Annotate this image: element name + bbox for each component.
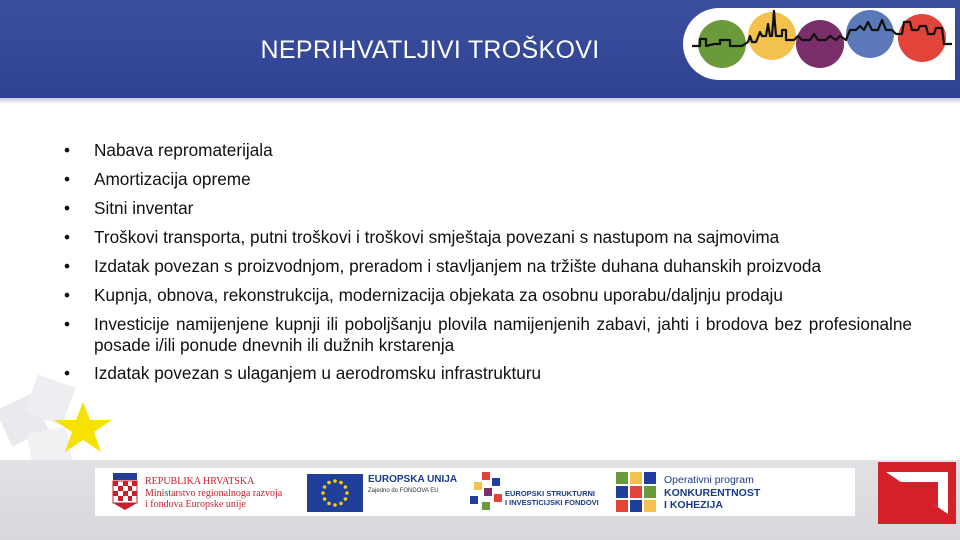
header-divider — [0, 98, 960, 104]
op-line-2-text: KONKURENTNOST — [664, 486, 761, 499]
esi-funds-line-2: I INVESTICIJSKI FONDOVI — [505, 498, 599, 507]
eu-flag-icon — [307, 474, 363, 512]
star-icon — [52, 402, 114, 454]
esi-funds-logo-icon — [470, 472, 504, 512]
list-item — [64, 256, 912, 277]
esi-funds-line-1: EUROPSKI STRUKTURNI — [505, 489, 596, 498]
list-item-text: Nabava repromaterijala — [94, 140, 273, 160]
croatia-coat-of-arms-icon — [112, 473, 138, 511]
op-line-3 — [664, 499, 760, 512]
bullet-symbol: • — [64, 363, 71, 384]
eu-sublabel: Zajedno do FONDOVA EU — [368, 488, 439, 494]
slide-title: NEPRIHVATLJIVI TROŠKOVI — [260, 36, 600, 64]
bullet-symbol: • — [64, 313, 71, 334]
bullet-symbol: • — [64, 197, 71, 218]
list-item-text: Izdatak povezan s ulaganjem u aerodromsku infrastrukturu — [94, 363, 542, 384]
eu-label: EUROPSKA UNIJA — [368, 474, 458, 485]
list-item — [64, 169, 912, 190]
list-item — [64, 227, 912, 248]
bullet-symbol: • — [64, 168, 71, 189]
list-item-text: Amortizacija opreme — [94, 168, 251, 189]
op-line-3-text: I KOHEZIJA — [664, 499, 723, 511]
list-item — [64, 314, 912, 355]
croatia-ministry-label — [145, 476, 282, 511]
ministry-line-3: i fondova Europske unije — [145, 499, 246, 510]
bullet-symbol: • — [64, 255, 71, 276]
ministry-line-2: Ministarstvo regionalnoga razvoja — [145, 487, 283, 499]
list-item — [64, 363, 912, 384]
esi-funds-label — [505, 489, 599, 507]
list-item-text: Sitni inventar — [94, 197, 194, 218]
list-item-text: Investicije namijenjene kupnji ili poboljšanju plovila namijenjenih zabavi, jahti i brodova bez profesionalne posade i/ili ponude dnevnih ili dužnih krstarenja — [94, 313, 912, 355]
list-item — [64, 140, 912, 161]
bullet-symbol: • — [64, 226, 71, 247]
list-item — [64, 198, 912, 219]
list-item — [64, 285, 912, 306]
skyline-logo-icon — [690, 6, 955, 72]
op-label — [664, 474, 760, 512]
bullet-list — [64, 140, 912, 392]
list-item-text: Troškovi transporta, putni troškovi i troškovi smještaja povezani s nastupom na sajmovima — [94, 226, 780, 247]
op-line-2 — [664, 487, 760, 500]
op-line-1: Operativni program — [664, 474, 754, 486]
cohesion-corner-logo-icon — [878, 462, 956, 524]
bullet-symbol: • — [64, 284, 71, 305]
ministry-line-1: REPUBLIKA HRVATSKA — [145, 476, 255, 487]
bullet-symbol: • — [64, 140, 71, 160]
op-logo-icon — [616, 472, 658, 514]
list-item-text: Kupnja, obnova, rekonstrukcija, modernizacija objekata za osobnu uporabu/daljnju prodaju — [94, 284, 783, 305]
list-item-text: Izdatak povezan s proizvodnjom, preradom i stavljanjem na tržište duhana duhanskih proizvoda — [94, 255, 822, 276]
